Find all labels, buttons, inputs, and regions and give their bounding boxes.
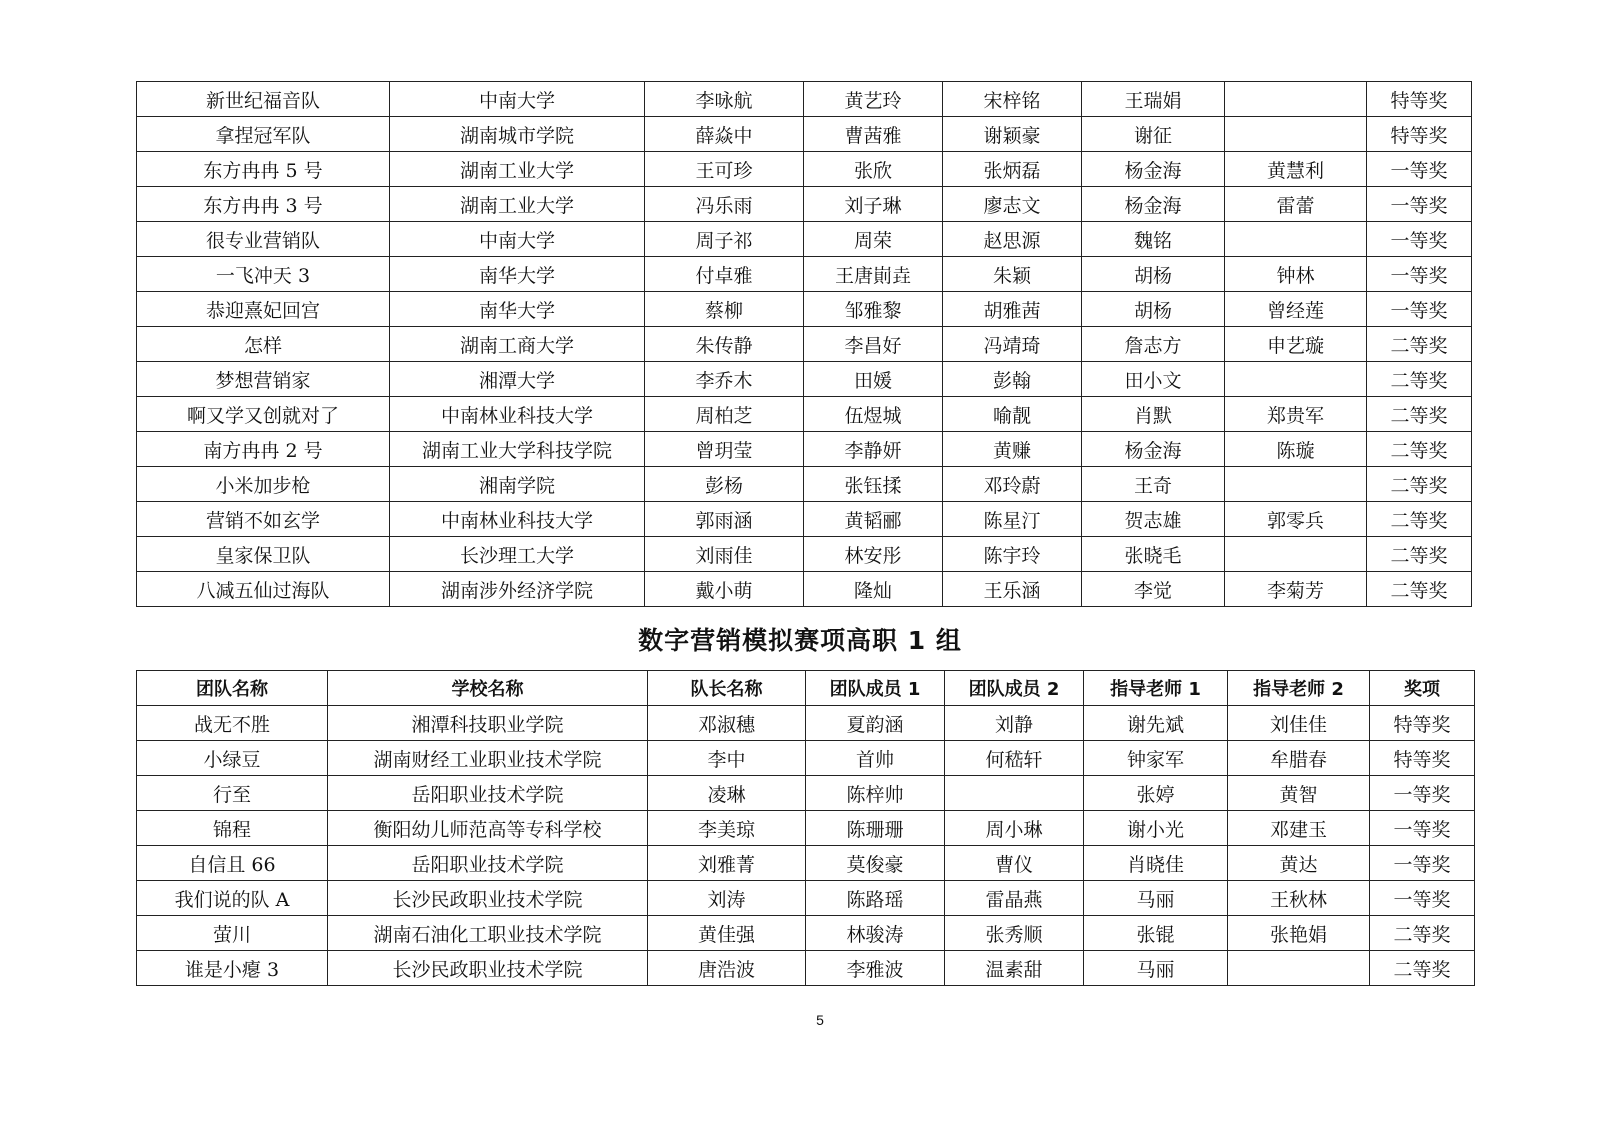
cell-advisor-2: 曾经莲 <box>1225 292 1367 327</box>
cell-school-name: 中南林业科技大学 <box>390 397 645 432</box>
cell-member-1: 李静妍 <box>804 432 943 467</box>
cell-award: 一等奖 <box>1367 257 1472 292</box>
cell-team-name: 梦想营销家 <box>137 362 390 397</box>
header-captain-name: 队长名称 <box>648 671 806 706</box>
header-award: 奖项 <box>1370 671 1475 706</box>
cell-award: 二等奖 <box>1367 362 1472 397</box>
cell-team-name: 啊又学又创就对了 <box>137 397 390 432</box>
cell-member-2: 张秀顺 <box>945 916 1084 951</box>
cell-advisor-2 <box>1225 467 1367 502</box>
cell-member-2: 陈星汀 <box>943 502 1082 537</box>
cell-captain-name: 郭雨涵 <box>645 502 804 537</box>
cell-member-2: 邓玲蔚 <box>943 467 1082 502</box>
cell-advisor-2: 郑贵军 <box>1225 397 1367 432</box>
cell-captain-name: 朱传静 <box>645 327 804 362</box>
cell-school-name: 长沙理工大学 <box>390 537 645 572</box>
cell-advisor-2 <box>1225 537 1367 572</box>
cell-captain-name: 刘雅菁 <box>648 846 806 881</box>
table-row <box>137 117 1472 152</box>
cell-advisor-1: 詹志方 <box>1082 327 1225 362</box>
cell-school-name: 湘南学院 <box>390 467 645 502</box>
cell-advisor-1: 李觉 <box>1082 572 1225 607</box>
cell-advisor-1: 杨金海 <box>1082 187 1225 222</box>
cell-team-name: 很专业营销队 <box>137 222 390 257</box>
cell-advisor-2: 郭零兵 <box>1225 502 1367 537</box>
cell-captain-name: 黄佳强 <box>648 916 806 951</box>
cell-captain-name: 李乔木 <box>645 362 804 397</box>
cell-captain-name: 付卓雅 <box>645 257 804 292</box>
cell-member-2: 赵思源 <box>943 222 1082 257</box>
cell-school-name: 湖南石油化工职业技术学院 <box>328 916 648 951</box>
cell-advisor-2: 王秋林 <box>1228 881 1370 916</box>
header-member-2: 团队成员 2 <box>945 671 1084 706</box>
cell-advisor-1: 马丽 <box>1084 881 1228 916</box>
table-row <box>137 152 1472 187</box>
cell-captain-name: 唐浩波 <box>648 951 806 986</box>
cell-advisor-2 <box>1225 117 1367 152</box>
cell-advisor-1: 王奇 <box>1082 467 1225 502</box>
cell-member-1: 夏韵涵 <box>806 706 945 741</box>
cell-advisor-1: 谢小光 <box>1084 811 1228 846</box>
cell-advisor-1: 张锟 <box>1084 916 1228 951</box>
cell-captain-name: 刘涛 <box>648 881 806 916</box>
cell-captain-name: 李咏航 <box>645 82 804 117</box>
cell-member-2 <box>945 776 1084 811</box>
cell-member-1: 莫俊豪 <box>806 846 945 881</box>
table-row <box>137 432 1472 467</box>
cell-advisor-2: 陈璇 <box>1225 432 1367 467</box>
cell-advisor-2 <box>1225 222 1367 257</box>
cell-advisor-2: 李菊芳 <box>1225 572 1367 607</box>
table-row <box>137 537 1472 572</box>
results-table-continued <box>136 81 1472 607</box>
cell-award: 二等奖 <box>1367 397 1472 432</box>
cell-member-2: 廖志文 <box>943 187 1082 222</box>
cell-team-name: 南方冉冉 2 号 <box>137 432 390 467</box>
table-row <box>137 397 1472 432</box>
cell-school-name: 长沙民政职业技术学院 <box>328 881 648 916</box>
cell-team-name: 谁是小瘪 3 <box>137 951 328 986</box>
cell-award: 二等奖 <box>1367 327 1472 362</box>
cell-member-1: 林安彤 <box>804 537 943 572</box>
header-school-name: 学校名称 <box>328 671 648 706</box>
cell-school-name: 岳阳职业技术学院 <box>328 846 648 881</box>
cell-award: 一等奖 <box>1370 776 1475 811</box>
cell-member-2: 何嵇轩 <box>945 741 1084 776</box>
results-table-higher-vocational-group-1 <box>136 670 1475 986</box>
cell-award: 特等奖 <box>1367 117 1472 152</box>
cell-team-name: 自信且 66 <box>137 846 328 881</box>
cell-team-name: 皇家保卫队 <box>137 537 390 572</box>
cell-team-name: 拿捏冠军队 <box>137 117 390 152</box>
cell-member-1: 隆灿 <box>804 572 943 607</box>
table-row <box>137 327 1472 362</box>
cell-team-name: 战无不胜 <box>137 706 328 741</box>
cell-team-name: 萤川 <box>137 916 328 951</box>
cell-school-name: 湖南财经工业职业技术学院 <box>328 741 648 776</box>
cell-advisor-2 <box>1225 362 1367 397</box>
cell-school-name: 南华大学 <box>390 292 645 327</box>
cell-captain-name: 周子祁 <box>645 222 804 257</box>
cell-captain-name: 曾玥莹 <box>645 432 804 467</box>
cell-team-name: 怎样 <box>137 327 390 362</box>
cell-award: 特等奖 <box>1367 82 1472 117</box>
cell-team-name: 锦程 <box>137 811 328 846</box>
cell-member-1: 邹雅黎 <box>804 292 943 327</box>
results-table-body <box>137 706 1475 986</box>
cell-advisor-1: 张婷 <box>1084 776 1228 811</box>
cell-advisor-2: 刘佳佳 <box>1228 706 1370 741</box>
table-row <box>137 187 1472 222</box>
cell-member-1: 田媛 <box>804 362 943 397</box>
table-row <box>137 257 1472 292</box>
cell-member-1: 王唐崱垚 <box>804 257 943 292</box>
table-row <box>137 502 1472 537</box>
cell-school-name: 中南林业科技大学 <box>390 502 645 537</box>
cell-member-2: 温素甜 <box>945 951 1084 986</box>
cell-advisor-1: 田小文 <box>1082 362 1225 397</box>
cell-member-1: 黄韬郦 <box>804 502 943 537</box>
section-title: 数字营销模拟赛项高职 1 组 <box>638 626 962 655</box>
cell-award: 二等奖 <box>1367 572 1472 607</box>
cell-member-1: 黄艺玲 <box>804 82 943 117</box>
cell-advisor-1: 张晓毛 <box>1082 537 1225 572</box>
cell-school-name: 衡阳幼儿师范高等专科学校 <box>328 811 648 846</box>
cell-school-name: 中南大学 <box>390 222 645 257</box>
cell-member-1: 张欣 <box>804 152 943 187</box>
table-row <box>137 776 1475 811</box>
cell-award: 一等奖 <box>1367 187 1472 222</box>
cell-advisor-1: 钟家军 <box>1084 741 1228 776</box>
cell-member-1: 李雅波 <box>806 951 945 986</box>
cell-advisor-1: 肖默 <box>1082 397 1225 432</box>
cell-advisor-1: 贺志雄 <box>1082 502 1225 537</box>
cell-captain-name: 王可珍 <box>645 152 804 187</box>
header-advisor-2: 指导老师 2 <box>1228 671 1370 706</box>
cell-team-name: 我们说的队 A <box>137 881 328 916</box>
table-row <box>137 706 1475 741</box>
cell-team-name: 小绿豆 <box>137 741 328 776</box>
table-row <box>137 951 1475 986</box>
cell-advisor-1: 杨金海 <box>1082 432 1225 467</box>
cell-team-name: 东方冉冉 3 号 <box>137 187 390 222</box>
cell-advisor-2: 申艺璇 <box>1225 327 1367 362</box>
cell-member-2: 刘静 <box>945 706 1084 741</box>
cell-award: 一等奖 <box>1367 292 1472 327</box>
cell-captain-name: 李美琼 <box>648 811 806 846</box>
table-row <box>137 846 1475 881</box>
cell-school-name: 湖南城市学院 <box>390 117 645 152</box>
cell-award: 特等奖 <box>1370 741 1475 776</box>
cell-advisor-1: 魏铭 <box>1082 222 1225 257</box>
cell-member-2: 彭翰 <box>943 362 1082 397</box>
cell-captain-name: 邓淑穗 <box>648 706 806 741</box>
cell-member-1: 陈珊珊 <box>806 811 945 846</box>
cell-advisor-1: 谢先斌 <box>1084 706 1228 741</box>
cell-advisor-2: 黄智 <box>1228 776 1370 811</box>
cell-school-name: 湖南涉外经济学院 <box>390 572 645 607</box>
cell-award: 一等奖 <box>1370 811 1475 846</box>
cell-team-name: 东方冉冉 5 号 <box>137 152 390 187</box>
cell-advisor-1: 胡杨 <box>1082 292 1225 327</box>
cell-member-2: 宋梓铭 <box>943 82 1082 117</box>
cell-advisor-2: 雷蕾 <box>1225 187 1367 222</box>
cell-award: 一等奖 <box>1370 881 1475 916</box>
cell-advisor-1: 胡杨 <box>1082 257 1225 292</box>
cell-team-name: 小米加步枪 <box>137 467 390 502</box>
cell-member-1: 周荣 <box>804 222 943 257</box>
cell-captain-name: 周柏芝 <box>645 397 804 432</box>
header-advisor-1: 指导老师 1 <box>1084 671 1228 706</box>
cell-member-2: 王乐涵 <box>943 572 1082 607</box>
cell-captain-name: 戴小萌 <box>645 572 804 607</box>
cell-advisor-2: 邓建玉 <box>1228 811 1370 846</box>
cell-advisor-2: 张艳娟 <box>1228 916 1370 951</box>
cell-member-1: 伍煜城 <box>804 397 943 432</box>
cell-member-1: 首帅 <box>806 741 945 776</box>
cell-school-name: 中南大学 <box>390 82 645 117</box>
cell-school-name: 湖南工业大学 <box>390 152 645 187</box>
page-number: 5 <box>816 1012 824 1028</box>
cell-member-1: 张钰揉 <box>804 467 943 502</box>
cell-award: 一等奖 <box>1370 846 1475 881</box>
cell-team-name: 行至 <box>137 776 328 811</box>
table-row <box>137 811 1475 846</box>
cell-advisor-2 <box>1228 951 1370 986</box>
cell-award: 二等奖 <box>1367 432 1472 467</box>
cell-team-name: 恭迎熹妃回宫 <box>137 292 390 327</box>
cell-advisor-1: 谢征 <box>1082 117 1225 152</box>
cell-captain-name: 薛焱中 <box>645 117 804 152</box>
cell-member-1: 曹茜雅 <box>804 117 943 152</box>
table-row <box>137 362 1472 397</box>
cell-captain-name: 刘雨佳 <box>645 537 804 572</box>
cell-team-name: 一飞冲天 3 <box>137 257 390 292</box>
cell-captain-name: 李中 <box>648 741 806 776</box>
cell-school-name: 南华大学 <box>390 257 645 292</box>
cell-advisor-1: 杨金海 <box>1082 152 1225 187</box>
cell-member-2: 黄赚 <box>943 432 1082 467</box>
cell-school-name: 岳阳职业技术学院 <box>328 776 648 811</box>
table-row <box>137 467 1472 502</box>
cell-award: 二等奖 <box>1370 951 1475 986</box>
cell-advisor-2: 黄慧利 <box>1225 152 1367 187</box>
cell-advisor-2: 钟林 <box>1225 257 1367 292</box>
table-row <box>137 572 1472 607</box>
cell-school-name: 湖南工商大学 <box>390 327 645 362</box>
cell-member-2: 雷晶燕 <box>945 881 1084 916</box>
cell-team-name: 营销不如玄学 <box>137 502 390 537</box>
cell-team-name: 八减五仙过海队 <box>137 572 390 607</box>
results-table-body <box>137 82 1472 607</box>
cell-member-1: 刘子琳 <box>804 187 943 222</box>
cell-member-2: 张炳磊 <box>943 152 1082 187</box>
cell-member-2: 陈宇玲 <box>943 537 1082 572</box>
cell-member-1: 陈路瑶 <box>806 881 945 916</box>
table-row <box>137 881 1475 916</box>
cell-award: 二等奖 <box>1367 502 1472 537</box>
cell-member-2: 胡雅茜 <box>943 292 1082 327</box>
header-row <box>137 671 1475 706</box>
cell-award: 二等奖 <box>1367 537 1472 572</box>
cell-member-2: 喻靓 <box>943 397 1082 432</box>
cell-member-2: 周小琳 <box>945 811 1084 846</box>
table-row <box>137 292 1472 327</box>
table-row <box>137 82 1472 117</box>
cell-school-name: 湘潭大学 <box>390 362 645 397</box>
cell-award: 二等奖 <box>1370 916 1475 951</box>
cell-school-name: 湖南工业大学科技学院 <box>390 432 645 467</box>
cell-school-name: 湖南工业大学 <box>390 187 645 222</box>
cell-captain-name: 蔡柳 <box>645 292 804 327</box>
table-row <box>137 222 1472 257</box>
results-table-header <box>137 671 1475 706</box>
cell-award: 二等奖 <box>1367 467 1472 502</box>
header-member-1: 团队成员 1 <box>806 671 945 706</box>
table-row <box>137 741 1475 776</box>
cell-school-name: 长沙民政职业技术学院 <box>328 951 648 986</box>
cell-member-2: 曹仪 <box>945 846 1084 881</box>
cell-member-1: 林骏涛 <box>806 916 945 951</box>
header-team-name: 团队名称 <box>137 671 328 706</box>
cell-captain-name: 彭杨 <box>645 467 804 502</box>
cell-advisor-2: 黄达 <box>1228 846 1370 881</box>
cell-award: 一等奖 <box>1367 152 1472 187</box>
cell-team-name: 新世纪福音队 <box>137 82 390 117</box>
cell-award: 一等奖 <box>1367 222 1472 257</box>
cell-advisor-1: 马丽 <box>1084 951 1228 986</box>
cell-member-2: 冯靖琦 <box>943 327 1082 362</box>
cell-advisor-1: 肖晓佳 <box>1084 846 1228 881</box>
cell-school-name: 湘潭科技职业学院 <box>328 706 648 741</box>
cell-advisor-2: 牟腊春 <box>1228 741 1370 776</box>
cell-captain-name: 冯乐雨 <box>645 187 804 222</box>
cell-member-2: 朱颖 <box>943 257 1082 292</box>
cell-captain-name: 凌琳 <box>648 776 806 811</box>
cell-advisor-2 <box>1225 82 1367 117</box>
cell-advisor-1: 王瑞娟 <box>1082 82 1225 117</box>
cell-member-1: 李昌好 <box>804 327 943 362</box>
cell-member-1: 陈梓帅 <box>806 776 945 811</box>
cell-member-2: 谢颖豪 <box>943 117 1082 152</box>
table-row <box>137 916 1475 951</box>
cell-award: 特等奖 <box>1370 706 1475 741</box>
